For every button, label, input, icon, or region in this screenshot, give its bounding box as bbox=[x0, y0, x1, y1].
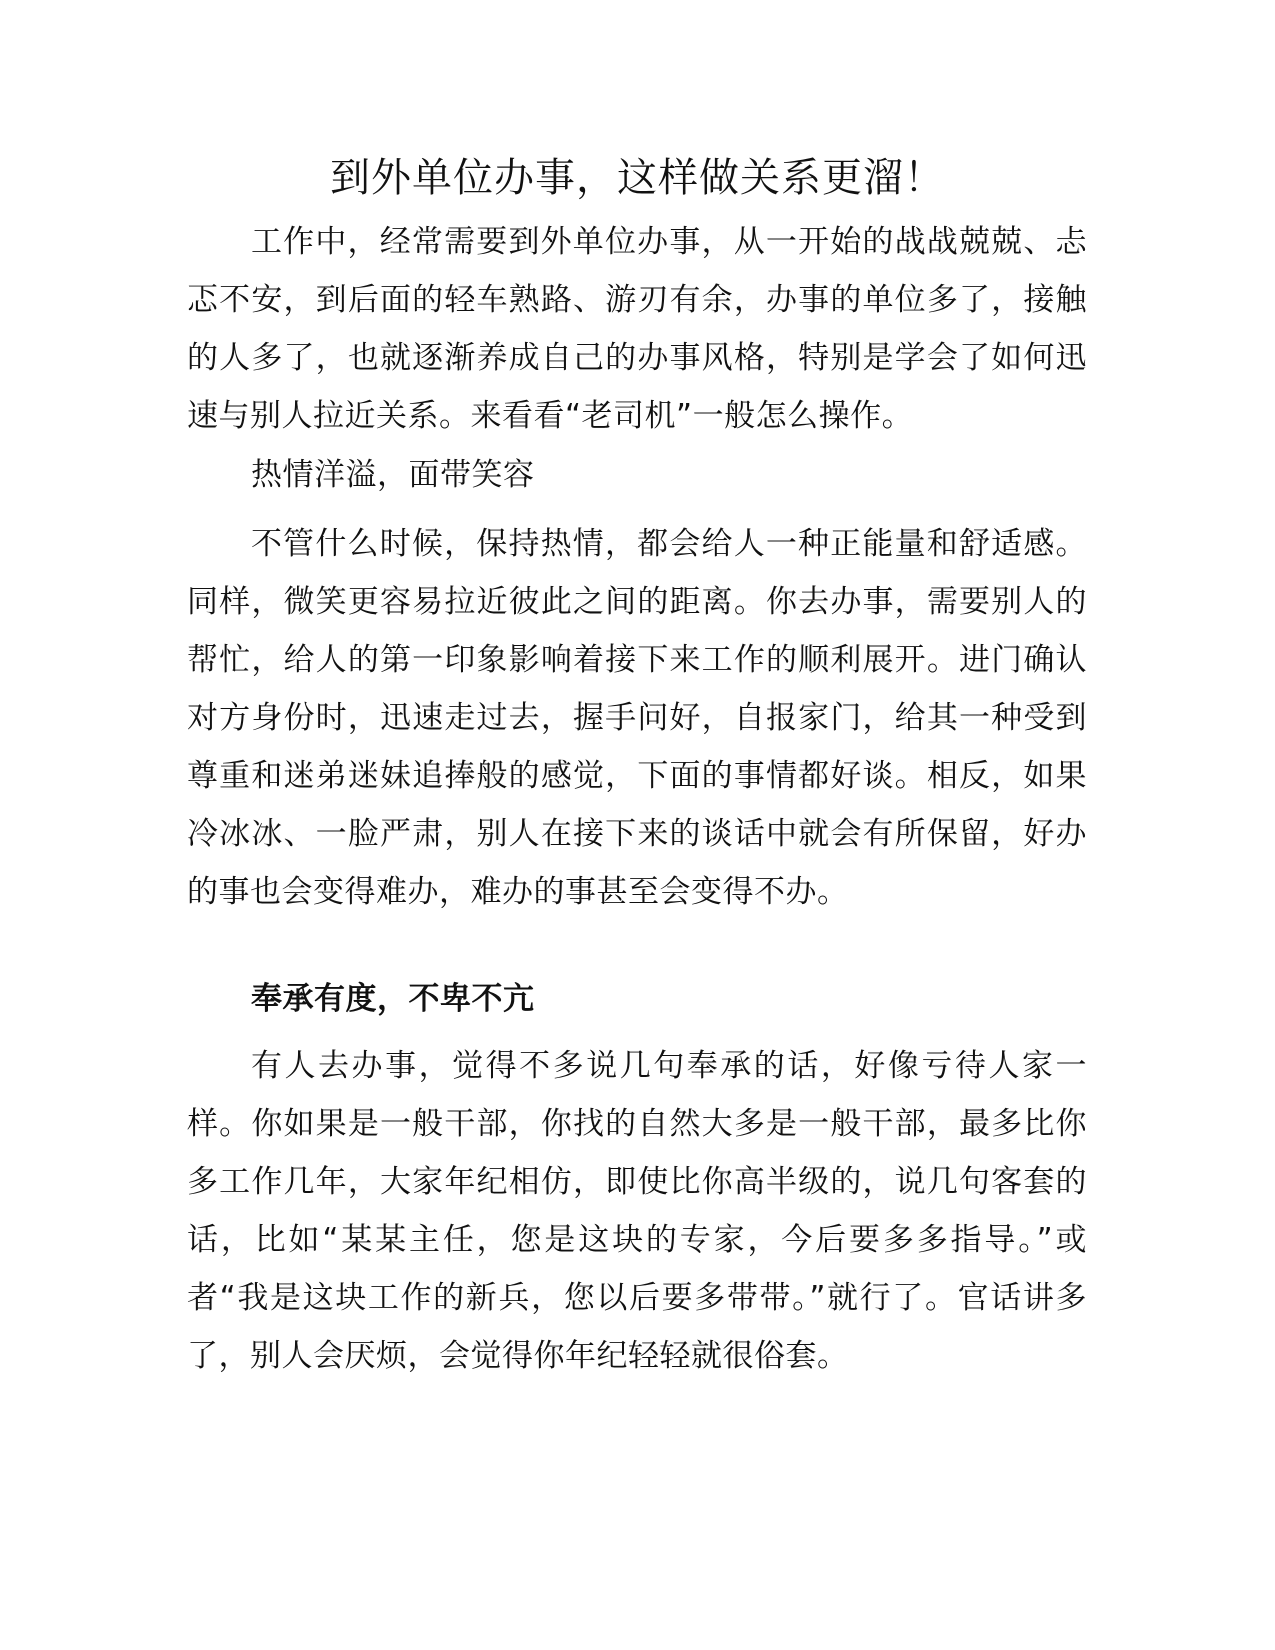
paragraph-intro: 工作中，经常需要到外单位办事，从一开始的战战兢兢、忐忑不安，到后面的轻车熟路、游刃有余，办事的单位多了，接触的人多了，也就逐渐养成自己的办事风格，特别是学会了如何迅速与别人拉近关系。来看看“老司机”一般怎么操作。 bbox=[187, 224, 1087, 434]
section-heading-flattery: 奉承有度，不卑不亢 bbox=[251, 981, 535, 1017]
paragraph-enthusiasm: 不管什么时候，保持热情，都会给人一种正能量和舒适感。同样，微笑更容易拉近彼此之间的距离。你去办事，需要别人的帮忙，给人的第一印象影响着接下来工作的顺利展开。进门确认对方身份时，迅速走过去，握手问好，自报家门，给其一种受到尊重和迷弟迷妹追捧般的感觉，下面的事情都好谈。相反，如果冷冰冰、一脸严肃，别人在接下来的谈话中就会有所保留，好办的事也会变得难办，难办的事甚至会变得不办。 bbox=[187, 526, 1087, 910]
paragraph-flattery: 有人去办事，觉得不多说几句奉承的话，好像亏待人家一样。你如果是一般干部，你找的自然大多是一般干部，最多比你多工作几年，大家年纪相仿，即使比你高半级的，说几句客套的话，比如“某某主任，您是这块的专家，今后要多多指导。”或者“我是这块工作的新兵，您以后要多带带。”就行了。官话讲多了，别人会厌烦，会觉得你年纪轻轻就很俗套。 bbox=[187, 1048, 1087, 1374]
document-title: 到外单位办事，这样做关系更溜！ bbox=[330, 155, 945, 201]
section-heading-enthusiasm: 热情洋溢，面带笑容 bbox=[251, 457, 535, 493]
